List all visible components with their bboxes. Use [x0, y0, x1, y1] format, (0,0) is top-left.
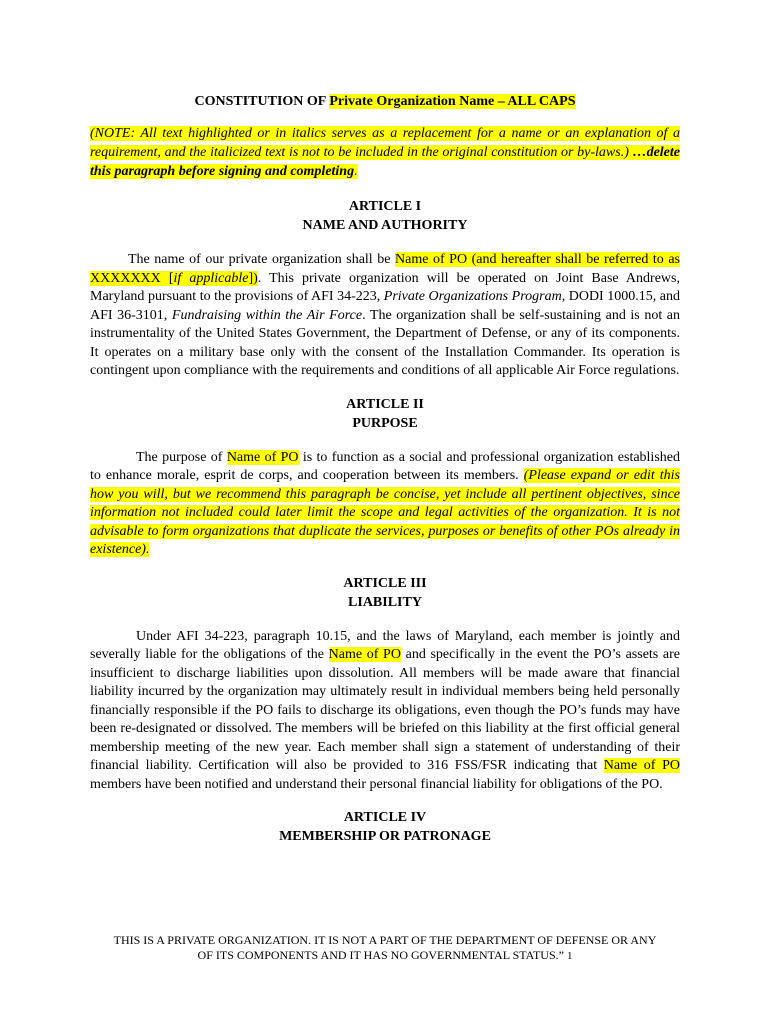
article-1-heading: [90, 197, 680, 235]
publication-title: Fundraising within the Air Force: [171, 307, 363, 323]
article-1-name: NAME AND AUTHORITY: [302, 218, 468, 233]
article-1-text: The name of our private organization shall be: [128, 252, 395, 267]
po-name-placeholder: Name of PO: [226, 449, 299, 465]
article-3-heading: [90, 574, 680, 612]
abbrev-placeholder: (and hereafter shall be referred to as XXXXXXX [: [90, 252, 680, 286]
po-name-placeholder: Name of PO: [328, 647, 401, 662]
article-4-name: MEMBERSHIP OR PATRONAGE: [279, 829, 491, 844]
note-bold-text: …delete this paragraph before signing and completing: [90, 145, 680, 179]
note-italic-text: (NOTE: All text highlighted or in italics serves as a replacement for a name or an explanation of a requirement, and the italicized text is not to be included in the original constitution or by-laws.): [90, 126, 680, 160]
article-1-text: . This private organization will be operated on Joint Base Andrews, Maryland pursuant to the provisions of AFI 34-223,: [90, 270, 680, 304]
article-3-text: and specifically in the event the PO’s assets are insufficient to discharge liabilities upon dissolution. All members will be made aware that financial liability incurred by the organization may ultimately result in individual members being held personally financially responsible if the PO fails to discharge its obligations, even though the PO’s funds may have been re-designated or dissolved. The members will be briefed on this liability at the first official general membership meeting of the new year. Each member shall sign a statement of understanding of their financial liability. Certification will also be provided to 316 FSS/FSR indicating that: [90, 647, 680, 773]
article-2-number: ARTICLE II: [346, 396, 424, 412]
article-1-body: [90, 251, 680, 381]
article-2-body: [90, 449, 680, 560]
article-4-number: ARTICLE IV: [343, 810, 427, 825]
po-name-placeholder: Name of PO: [603, 758, 680, 773]
article-3-name: LIABILITY: [348, 594, 422, 610]
page-number: 1: [566, 950, 573, 962]
title-placeholder: Private Organization Name – ALL CAPS: [329, 94, 576, 109]
document-page: [90, 94, 680, 862]
article-3-body: [90, 628, 680, 795]
article-2-text: The purpose of: [136, 449, 227, 465]
document-title: [90, 94, 680, 110]
title-prefix: CONSTITUTION OF: [194, 94, 330, 109]
page-footer: [70, 933, 700, 964]
article-1-number: ARTICLE I: [348, 199, 422, 214]
article-2-name: PURPOSE: [352, 415, 418, 431]
if-applicable-placeholder: if applicable: [173, 270, 249, 286]
note-end: .: [354, 164, 358, 179]
article-1-text: , DODI 1000.15, and AFI 36-3101,: [90, 289, 680, 323]
article-3-number: ARTICLE III: [343, 575, 427, 591]
article-3-text: Under AFI 34-223, paragraph 10.15, and the laws of Maryland, each member is jointly and severally liable for the obligations of the: [90, 628, 680, 662]
purpose-instruction: (Please expand or edit this how you will, but we recommend this paragraph be concise, yet include all pertinent objectives, since information not included could later limit the scope and legal activities of the organization. It is not advisable to form organizations that duplicate the services, purposes or benefits of other POs already in existence).: [90, 468, 680, 557]
footer-line-2-text: OF ITS COMPONENTS AND IT HAS NO GOVERNMENTAL STATUS.”: [197, 948, 564, 962]
article-2-text: is to function as a social and professional organization established to enhance morale, esprit de corps, and cooperation between its members.: [90, 449, 680, 483]
article-1-text: . The organization shall be self-sustaining and is not an instrumentality of the United States Government, the Department of Defense, or any of its components. It operates on a military base only with the consent of the Installation Commander. Its operation is contingent upon compliance with the requirements and conditions of all applicable Air Force regulations.: [90, 307, 680, 378]
publication-title: Private Organizations Program: [383, 289, 562, 304]
article-2-heading: [90, 395, 680, 433]
footer-line-2: [70, 948, 700, 964]
footer-line-1: THIS IS A PRIVATE ORGANIZATION. IT IS NOT A PART OF THE DEPARTMENT OF DEFENSE OR ANY: [113, 933, 657, 947]
abbrev-placeholder-end: ]): [248, 270, 258, 286]
instruction-note: [90, 124, 680, 181]
po-name-placeholder: Name of PO: [395, 252, 468, 267]
article-4-heading: [90, 808, 680, 846]
article-3-text: members have been notified and understand their personal financial liability for obligations of the PO.: [90, 776, 663, 792]
